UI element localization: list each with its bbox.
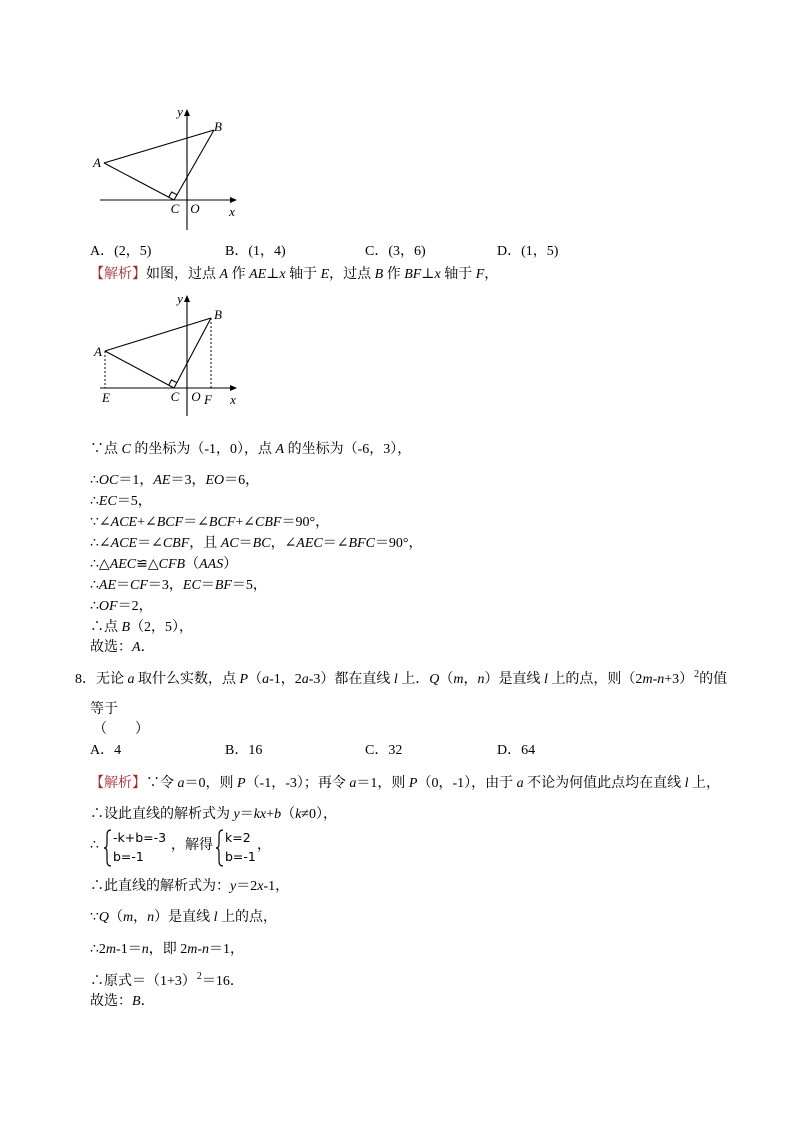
q8-step-1: ∴设此直线的解析式为 y＝kx+b（k≠0）， <box>90 807 337 822</box>
solution-equation-1: k=2 <box>225 830 251 845</box>
segment-ab <box>105 318 211 351</box>
system-equation-2: b=-1 <box>113 849 144 864</box>
q8-analysis-intro <box>90 775 720 793</box>
point-b-label: B <box>214 119 222 134</box>
q8-stem-end: 的值 <box>699 672 728 687</box>
q7-step-7: ∴AE＝CF＝3，EC＝BF＝5， <box>90 578 267 593</box>
q8-option-a: A．4 <box>90 743 122 758</box>
q7-step-9: ∴点 B（2，5）， <box>90 620 194 635</box>
origin-label: O <box>191 389 201 404</box>
q8-option-d: D．64 <box>497 743 536 758</box>
axis-y-label: y <box>177 291 183 306</box>
q7-answer: 故选：A． <box>90 640 155 655</box>
q8-option-c: C．32 <box>365 743 403 758</box>
segment-cb <box>174 318 211 388</box>
q8-result <box>90 973 244 991</box>
origin-label: O <box>190 201 200 216</box>
point-e-label: E <box>102 390 110 405</box>
q7-analysis-intro <box>90 266 498 284</box>
point-b-label: B <box>214 307 222 322</box>
q8-answer-blank: （ ） <box>93 722 149 737</box>
analysis-intro-text: ∵令 a＝0，则 P（-1，-3）；再令 a＝1，则 P（0，-1），由于 a 不论为何值此点均在直线 l 上， <box>146 776 721 791</box>
q7-step-3: ∴EC＝5， <box>90 494 152 509</box>
q7-option-a: A．(2，5) <box>90 244 152 259</box>
system-therefore: ∴ <box>90 838 99 853</box>
q8-stem <box>75 671 727 689</box>
q8-result-end: ＝16． <box>201 974 244 989</box>
q8-answer: 故选：B． <box>90 994 155 1009</box>
point-c-label: C <box>170 389 180 404</box>
system-end: ， <box>257 838 271 853</box>
q7-coordinate-figure <box>85 100 250 235</box>
y-axis-arrow <box>184 295 190 302</box>
point-a-label: A <box>94 344 102 359</box>
q8-option-b: B．16 <box>225 743 263 758</box>
axis-x-label: x <box>229 204 235 219</box>
system-equation-1: -k+b=-3 <box>113 830 167 845</box>
q7-step-5: ∴∠ACE＝∠CBF，且 AC＝BC，∠AEC＝∠BFC＝90°， <box>90 536 423 551</box>
system-solve-text: ，解得 <box>171 838 213 853</box>
segment-ac <box>105 351 174 388</box>
q8-stem-exponent: 2 <box>694 669 700 680</box>
y-axis-arrow <box>184 109 190 116</box>
analysis-intro-text: 如图，过点 A 作 AE⊥x 轴于 E，过点 B 作 BF⊥x 轴于 F， <box>146 267 499 282</box>
point-c-label: C <box>170 201 180 216</box>
q7-option-b: B．(1，4) <box>225 244 286 259</box>
q7-step-2: ∴OC＝1，AE＝3，EO＝6， <box>90 473 260 488</box>
analysis-tag: 【解析】 <box>90 776 146 791</box>
axis-x-label: x <box>230 392 236 407</box>
q7-step-4: ∵∠ACE+∠BCF＝∠BCF+∠CBF＝90°， <box>90 515 330 530</box>
point-f-label: F <box>204 392 212 407</box>
left-brace-1 <box>103 829 112 867</box>
q7-step-1: ∵点 C 的坐标为（-1，0），点 A 的坐标为（-6，3）， <box>90 442 412 457</box>
q7-step-6: ∴△AEC≌△CFB（AAS） <box>90 557 238 572</box>
q8-result-text: ∴原式＝（1+3） <box>90 974 196 989</box>
q7-analysis-figure <box>85 290 250 420</box>
segment-ac <box>104 163 174 200</box>
q8-result-exponent: 2 <box>196 971 202 982</box>
q8-stem-text: 8．无论 a 取什么实数，点 P（a-1，2a-3）都在直线 l 上．Q（m，n）是直线 l 上的点，则（2m-n+3） <box>75 672 694 687</box>
q8-step-2: ∴此直线的解析式为：y＝2x-1， <box>90 879 290 894</box>
q8-stem-continued: 等于 <box>90 702 118 717</box>
q7-option-d: D．(1，5) <box>497 244 559 259</box>
axis-y-label: y <box>177 104 183 119</box>
left-brace-2 <box>215 829 224 867</box>
q8-step-3: ∵Q（m，n）是直线 l 上的点， <box>90 910 278 925</box>
point-a-label: A <box>93 155 101 170</box>
x-axis-arrow <box>230 385 237 391</box>
q8-step-4: ∴2m-1＝n，即 2m-n＝1， <box>90 942 245 957</box>
x-axis-arrow <box>230 197 237 203</box>
solution-equation-2: b=-1 <box>225 849 256 864</box>
q7-step-8: ∴OF＝2， <box>90 599 153 614</box>
q7-option-c: C．(3，6) <box>365 244 426 259</box>
analysis-tag: 【解析】 <box>90 267 146 282</box>
